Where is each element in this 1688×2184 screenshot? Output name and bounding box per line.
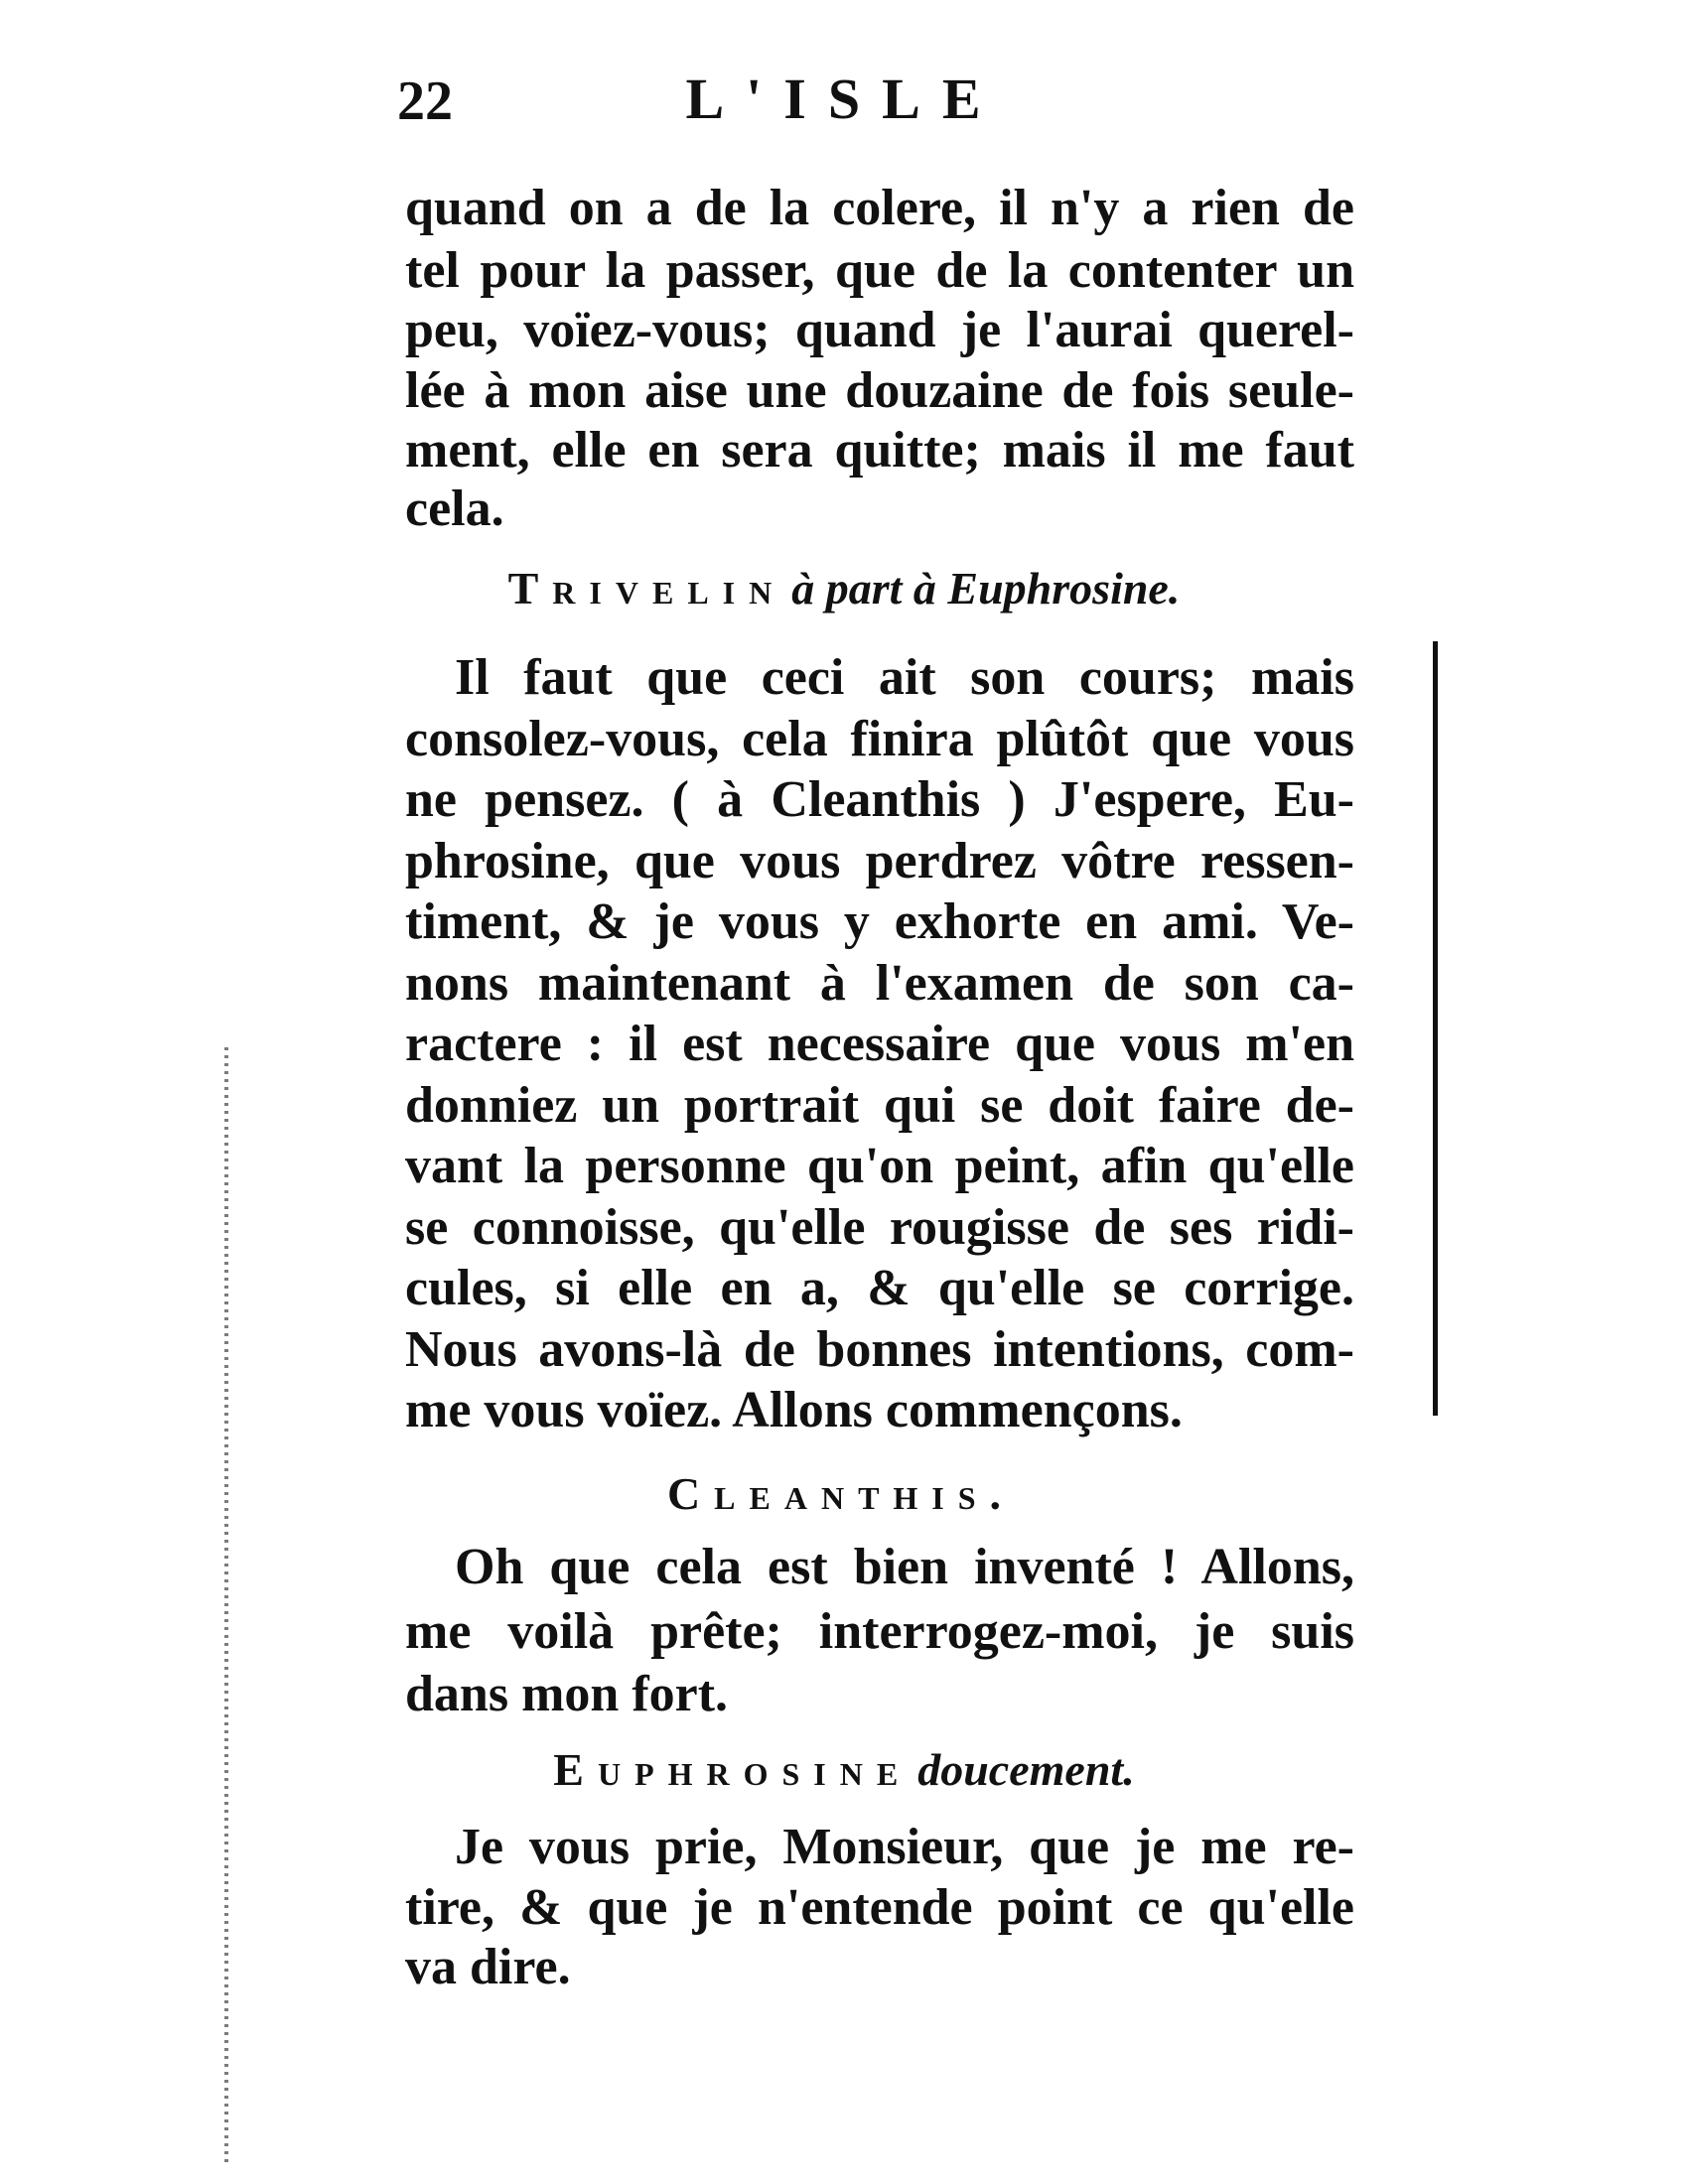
text-line: va dire.	[405, 1939, 571, 1995]
text-line: quand on a de la colere, il n'y a rien de	[405, 180, 1354, 236]
text-line: tel pour la passer, que de la contenter un	[405, 242, 1354, 299]
text-line: Je vous prie, Monsieur, que je me re-	[455, 1819, 1354, 1875]
page-number: 22	[397, 70, 453, 132]
speaker-heading	[0, 559, 1688, 618]
stage-direction: à part à Euphrosine.	[791, 563, 1181, 614]
text-line: vant la personne qu'on peint, afin qu'elle	[405, 1138, 1354, 1194]
text-line: phrosine, que vous perdrez vôtre ressen-	[405, 833, 1354, 889]
text-line: se connoisse, qu'elle rougisse de ses ridi-	[405, 1199, 1354, 1256]
speaker-heading	[0, 1740, 1688, 1800]
text-line: Il faut que ceci ait son cours; mais	[455, 649, 1354, 706]
text-line: ne pensez. ( à Cleanthis ) J'espere, Eu-	[405, 771, 1354, 828]
text-line: ment, elle en sera quitte; mais il me faut	[405, 422, 1354, 478]
gutter-dots	[224, 1047, 228, 2164]
text-line: cules, si elle en a, & qu'elle se corrige.	[405, 1260, 1354, 1316]
text-line: Oh que cela est bien inventé ! Allons,	[455, 1539, 1354, 1595]
text-line: cela.	[405, 480, 504, 537]
text-line: me vous voïez. Allons commençons.	[405, 1382, 1183, 1438]
text-line: ractere : il est necessaire que vous m'en	[405, 1016, 1354, 1072]
text-line: consolez-vous, cela finira plûtôt que vous	[405, 711, 1354, 767]
text-line: dans mon fort.	[405, 1666, 729, 1722]
text-line: tire, & que je n'entende point ce qu'elle	[405, 1879, 1354, 1936]
text-line: me voilà prête; interrogez-moi, je suis	[405, 1603, 1354, 1660]
text-line: peu, voïez-vous; quand je l'aurai querel-	[405, 302, 1354, 358]
text-line: Nous avons-là de bonnes intentions, com-	[405, 1321, 1354, 1378]
running-title: L'ISLE	[685, 67, 1003, 131]
text-line: donniez un portrait qui se doit faire de-	[405, 1077, 1354, 1134]
speaker-name: Cleanthis.	[666, 1468, 1016, 1519]
text-line: nons maintenant à l'examen de son ca-	[405, 955, 1354, 1012]
margin-bar	[1433, 641, 1438, 1416]
speaker-name: Trivelin	[507, 563, 786, 614]
text-line: lée à mon aise une douzaine de fois seule-	[405, 362, 1354, 419]
speaker-name: Euphrosine	[553, 1744, 913, 1795]
text-line: timent, & je vous y exhorte en ami. Ve-	[405, 893, 1354, 950]
stage-direction: doucement.	[917, 1744, 1135, 1795]
speaker-heading	[0, 1464, 1688, 1524]
